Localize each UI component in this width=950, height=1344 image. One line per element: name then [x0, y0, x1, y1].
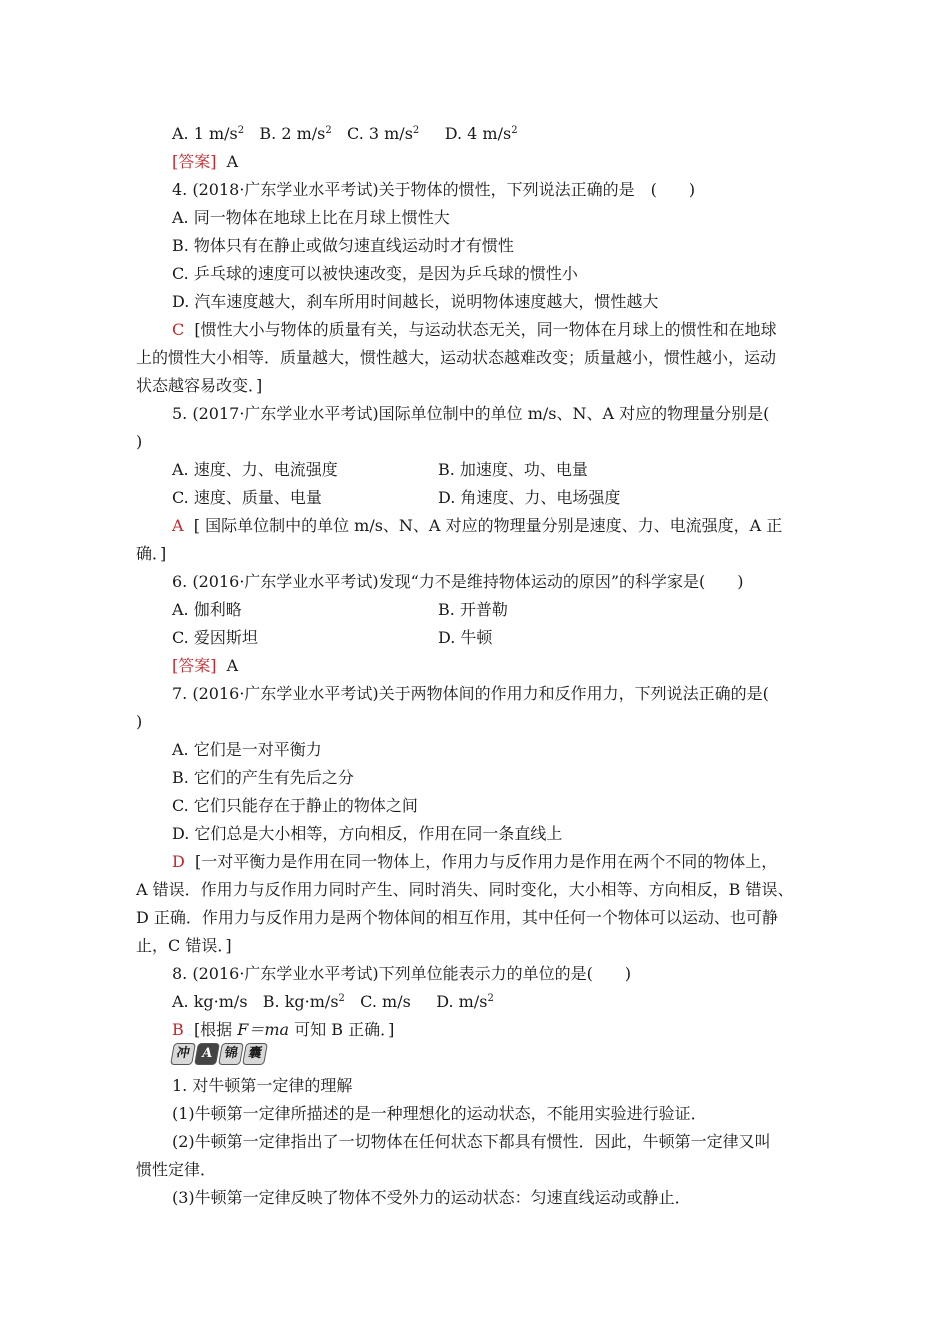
q5-explanation-line1: A [ 国际单位制中的单位 m/s、N、A 对应的物理量分别是速度、力、电流强度，A 正: [172, 516, 783, 535]
q7-answer-letter: D: [172, 852, 185, 871]
q6-option-b: B. 开普勒: [438, 600, 508, 619]
answer-tag: [答案]: [172, 656, 217, 675]
q8-option-d: D. $m/s^2$: [436, 992, 494, 1011]
q7-option-b: B. 它们的产生有先后之分: [172, 768, 354, 787]
notes-point-2-line2: 惯性定律．: [136, 1160, 217, 1179]
q4-option-b: B. 物体只有在静止或做匀速直线运动时才有惯性: [172, 236, 514, 255]
q7-explanation-line3: D 正确．作用力与反作用力是两个物体间的相互作用，其中任何一个物体可以运动、也可静: [136, 908, 778, 927]
q3-options: [172, 124, 518, 144]
q7-explanation-line1: D [一对平衡力是作用在同一物体上，作用力与反作用力是作用在两个不同的物体上，: [172, 852, 778, 871]
notes-title: 1. 对牛顿第一定律的理解: [172, 1076, 353, 1095]
q4-answer-letter: C: [172, 320, 185, 339]
badge-char: 囊: [242, 1043, 268, 1065]
q3-option-c: C. 3 $m/s^2$: [347, 124, 420, 143]
q4-option-d: D. 汽车速度越大，刹车所用时间越长，说明物体速度越大，惯性越大: [172, 292, 659, 311]
q7-option-d: D. 它们总是大小相等，方向相反，作用在同一条直线上: [172, 824, 563, 843]
answer-tag: [答案]: [172, 152, 217, 171]
q5-stem-line2: ): [136, 432, 143, 451]
q5-stem-line1: 5. (2017·广东学业水平考试)国际单位制中的单位 m/s、N、A 对应的物理量分别是(: [172, 404, 770, 423]
formula: F＝ma: [237, 1020, 290, 1039]
q6-option-c: C. 爱因斯坦: [172, 628, 258, 647]
notes-point-3: (3)牛顿第一定律反映了物体不受外力的运动状态：匀速直线运动或静止．: [172, 1188, 691, 1207]
q4-option-c: C. 乒乓球的速度可以被快速改变，是因为乒乓球的惯性小: [172, 264, 578, 283]
q3-option-d: D. 4 $m/s^2$: [444, 124, 518, 143]
q8-option-c: C. m/s: [360, 992, 411, 1011]
q4-explanation-line2: 上的惯性大小相等．质量越大，惯性越大，运动状态越难改变；质量越小，惯性越小，运动: [136, 348, 777, 367]
badge-char: A: [194, 1043, 220, 1065]
q7-stem-line1: 7. (2016·广东学业水平考试)关于两物体间的作用力和反作用力，下列说法正确的是(: [172, 684, 769, 703]
q4-stem: 4. (2018·广东学业水平考试)关于物体的惯性，下列说法正确的是 ( ): [172, 180, 696, 199]
notes-point-1: (1)牛顿第一定律所描述的是一种理想化的运动状态，不能用实验进行验证．: [172, 1104, 707, 1123]
q5-option-b: B. 加速度、功、电量: [438, 460, 588, 479]
badge-char: 冲: [170, 1043, 196, 1065]
q5-answer-letter: A: [172, 516, 184, 535]
q8-explanation: B [根据 F＝ma 可知 B 正确．]: [172, 1020, 395, 1039]
q6-option-d: D. 牛顿: [438, 628, 493, 647]
q8-options: [172, 992, 494, 1012]
q5-explanation-line2: 确．]: [136, 544, 167, 563]
q3-option-a: A. 1 $m/s^2$: [172, 124, 245, 143]
section-badge: [172, 1043, 266, 1065]
notes-point-2-line1: (2)牛顿第一定律指出了一切物体在任何状态下都具有惯性．因此，牛顿第一定律又叫: [172, 1132, 771, 1151]
q6-answer: [答案] A: [172, 656, 239, 675]
q3-answer: [答案] A: [172, 152, 239, 171]
q7-option-c: C. 它们只能存在于静止的物体之间: [172, 796, 418, 815]
q4-explanation-line1: C [惯性大小与物体的质量有关，与运动状态无关，同一物体在月球上的惯性和在地球: [172, 320, 777, 339]
q6-stem: 6. (2016·广东学业水平考试)发现“力不是维持物体运动的原因”的科学家是( ): [172, 572, 744, 591]
q8-stem: 8. (2016·广东学业水平考试)下列单位能表示力的单位的是( ): [172, 964, 632, 983]
badge-char: 锦: [218, 1043, 244, 1065]
q5-option-d: D. 角速度、力、电场强度: [438, 488, 621, 507]
q3-option-b: B. 2 $m/s^2$: [259, 124, 332, 143]
q8-option-a: A. kg·m/s: [172, 992, 248, 1011]
q7-stem-line2: ): [136, 712, 143, 731]
q4-explanation-line3: 状态越容易改变．]: [136, 376, 263, 395]
q8-option-b: B. $kg\cdot m/s^2$: [262, 992, 345, 1011]
q7-option-a: A. 它们是一对平衡力: [172, 740, 322, 759]
q6-option-a: A. 伽利略: [172, 600, 242, 619]
q5-option-a: A. 速度、力、电流强度: [172, 460, 338, 479]
q8-answer-letter: B: [172, 1020, 184, 1039]
q5-option-c: C. 速度、质量、电量: [172, 488, 322, 507]
q4-option-a: A. 同一物体在地球上比在月球上惯性大: [172, 208, 450, 227]
q7-explanation-line2: A 错误．作用力与反作用力同时产生、同时消失、同时变化，大小相等、方向相反，B 错误、: [136, 880, 794, 899]
q7-explanation-line4: 止，C 错误．]: [136, 936, 232, 955]
